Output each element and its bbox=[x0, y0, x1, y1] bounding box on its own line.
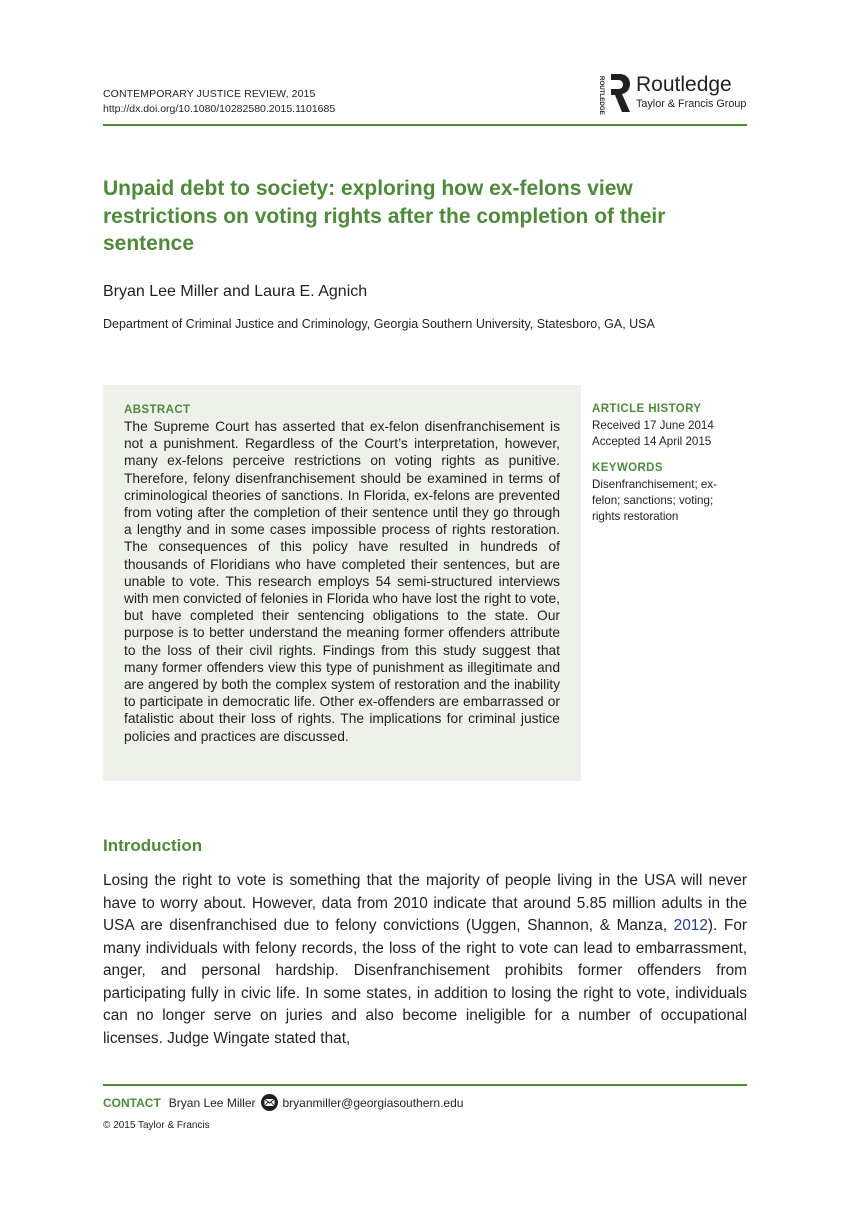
article-title: Unpaid debt to society: exploring how ex-felons view restrictions on voting rights after the completion of their sentence bbox=[103, 177, 666, 255]
abstract-heading: ABSTRACT bbox=[124, 404, 191, 416]
journal-name: CONTEMPORARY JUSTICE REVIEW, 2015 bbox=[103, 88, 316, 100]
keywords-heading: KEYWORDS bbox=[592, 462, 663, 474]
citation-link[interactable]: 2012 bbox=[673, 917, 708, 934]
intro-text-part: ). For many individuals with felony records, the loss of the right to vote can lead to embarrassment, anger, and personal hardship. Disenfranchisement prohibits former offenders from participating fully in civic life. In some states, in addition to losing the right to vote, individuals can no longer serve on juries and also become ineligible for a number of occupational licenses. Judge Wingate stated that, bbox=[103, 917, 748, 1047]
publisher-name: Routledge bbox=[636, 73, 732, 96]
introduction-paragraph bbox=[103, 870, 747, 1050]
keywords-list: Disenfranchisement; ex-felon; sanctions; voting; rights restoration bbox=[592, 478, 718, 523]
abstract-text: The Supreme Court has asserted that ex-felon disenfranchisement is not a punishment. Regardless of the Court’s interpretation, however, many ex-felons perceive restrictions on voting rights as punitive. Therefore, felony disenfranchisement should be examined in terms of criminological theories of sanctions. In Florida, ex-felons are prevented from voting after the completion of their sentence until they go through a lengthy and in some cases impossible process of rights restoration. The consequences of this policy have resulted in hundreds of thousands of Floridians who have completed their sentences, but are unable to vote. This research employs 54 semi-structured interviews with men convicted of felonies in Florida who have lost the right to vote, but have completed their sentencing obligations to the state. Our purpose is to better understand the meaning former offenders attribute to the loss of their civil rights. Findings from this study suggest that many former offenders view this type of punishment as illegitimate and are angered by both the complex system of restoration and the inability to participate in democratic life. Other ex-offenders are embarrassed or fatalistic about their loss of rights. The implications for criminal justice policies and practices are discussed. bbox=[124, 419, 560, 744]
footer-divider bbox=[103, 1084, 747, 1086]
doi-link[interactable]: http://dx.doi.org/10.1080/10282580.2015.1101685 bbox=[103, 103, 336, 115]
contact-name: Bryan Lee Miller bbox=[168, 1095, 256, 1110]
author-affiliation: Department of Criminal Justice and Criminology, Georgia Southern University, Statesboro, GA, USA bbox=[103, 317, 655, 331]
intro-text-part: Losing the right to vote is something that the majority of people living in the USA will never have to worry about. However, data from 2010 indicate that around 5.85 million adults in the USA are disenfranchised due to felony convictions (Uggen, Shannon, & Manza, bbox=[103, 872, 747, 934]
contact-email[interactable]: bryanmiller@georgiasouthern.edu bbox=[282, 1095, 464, 1110]
contact-label: CONTACT bbox=[103, 1095, 161, 1110]
article-history-heading: ARTICLE HISTORY bbox=[592, 403, 702, 415]
svg-text:ROUTLEDGE: ROUTLEDGE bbox=[598, 76, 605, 115]
copyright-notice: © 2015 Taylor & Francis bbox=[103, 1120, 210, 1131]
publisher-group: Taylor & Francis Group bbox=[636, 98, 747, 110]
routledge-logo-icon bbox=[596, 72, 632, 116]
article-authors: Bryan Lee Miller and Laura E. Agnich bbox=[103, 283, 368, 300]
introduction-heading: Introduction bbox=[103, 836, 203, 855]
contact-line bbox=[103, 1094, 463, 1111]
header-divider bbox=[103, 124, 747, 126]
accepted-date: Accepted 14 April 2015 bbox=[592, 435, 712, 448]
publisher-logo[interactable] bbox=[596, 72, 756, 118]
received-date: Received 17 June 2014 bbox=[592, 419, 714, 432]
email-icon bbox=[261, 1094, 278, 1111]
